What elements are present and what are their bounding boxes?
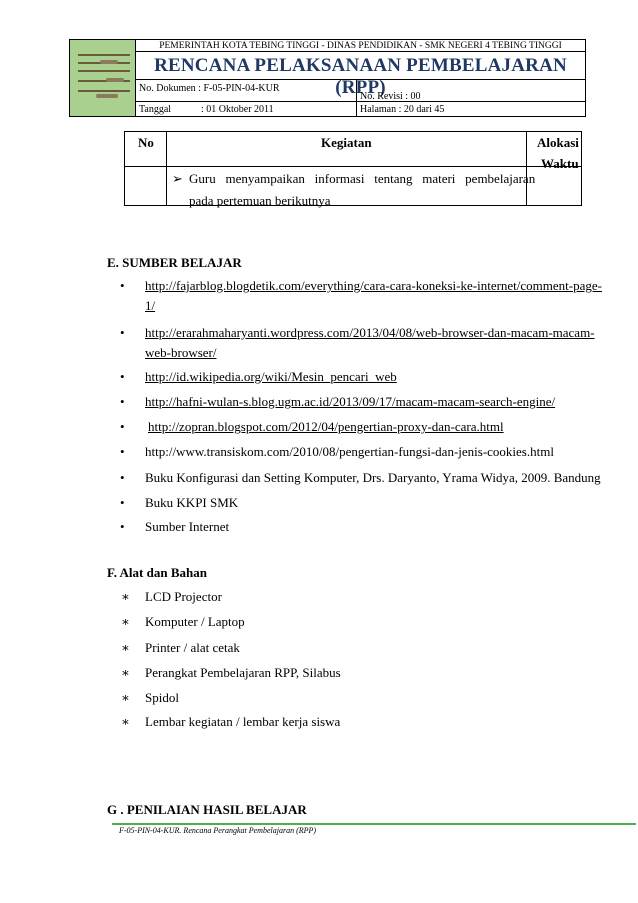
revision-number: No. Revisi : 00 xyxy=(360,91,421,102)
source-item: Buku KKPI SMK xyxy=(145,495,239,510)
equipment-item: Komputer / Laptop xyxy=(145,614,245,629)
page-counter: Halaman : 20 dari 45 xyxy=(360,104,445,115)
asterisk-bullet-icon: ∗ xyxy=(121,665,130,680)
source-link[interactable]: http://fajarblog.blogdetik.com/everything/cara-cara-koneksi-ke-internet/comment-page- xyxy=(145,278,602,293)
asterisk-bullet-icon: ∗ xyxy=(121,589,130,604)
government-line: PEMERINTAH KOTA TEBING TINGGI - DINAS PENDIDIKAN - SMK NEGERI 4 TEBING TINGGI xyxy=(159,41,562,51)
source-item: http://www.transiskom.com/2010/08/pengertian-fungsi-dan-jenis-cookies.html xyxy=(145,444,554,459)
footer-rule xyxy=(112,823,636,825)
document-number: No. Dokumen : F-05-PIN-04-KUR xyxy=(139,83,280,94)
bullet-icon: • xyxy=(120,470,125,485)
school-logo xyxy=(70,40,135,116)
header-rule xyxy=(136,51,585,52)
table-header-kegiatan: Kegiatan xyxy=(321,135,372,150)
bullet-icon: • xyxy=(120,369,125,384)
section-heading-penilaian: G . PENILAIAN HASIL BELAJAR xyxy=(107,802,307,817)
section-heading-alat: F. Alat dan Bahan xyxy=(107,565,207,580)
bullet-icon: • xyxy=(120,519,125,534)
section-heading-sumber: E. SUMBER BELAJAR xyxy=(107,255,242,270)
date-label: Tanggal xyxy=(139,104,172,115)
source-link-cont[interactable]: web-browser/ xyxy=(145,345,217,360)
bullet-icon: • xyxy=(120,325,125,340)
table-column-divider xyxy=(166,132,167,205)
table-header-waktu: Waktu xyxy=(541,156,579,171)
asterisk-bullet-icon: ∗ xyxy=(121,640,130,655)
table-header-no: No xyxy=(138,135,154,150)
document-title: RENCANA PELAKSANAAN PEMBELAJARAN (RPP) xyxy=(154,55,567,98)
bullet-icon: • xyxy=(120,419,125,434)
source-link[interactable]: http://zopran.blogspot.com/2012/04/pengertian-proxy-dan-cara.html xyxy=(148,419,504,434)
bullet-icon: • xyxy=(120,495,125,510)
equipment-item: Lembar kegiatan / lembar kerja siswa xyxy=(145,714,341,729)
asterisk-bullet-icon: ∗ xyxy=(121,714,130,729)
equipment-item: Spidol xyxy=(145,690,179,705)
asterisk-bullet-icon: ∗ xyxy=(121,690,130,705)
asterisk-bullet-icon: ∗ xyxy=(121,614,130,629)
date-value: : 01 Oktober 2011 xyxy=(201,104,274,115)
table-row-activity: Guru menyampaikan informasi tentang materi pembelajaran xyxy=(189,171,536,186)
source-item: Buku Konfigurasi dan Setting Komputer, Drs. Daryanto, Yrama Widya, 2009. Bandung xyxy=(145,470,601,485)
equipment-item: Printer / alat cetak xyxy=(145,640,240,655)
table-column-divider xyxy=(526,132,527,205)
source-item: Sumber Internet xyxy=(145,519,230,534)
source-link[interactable]: http://erarahmaharyanti.wordpress.com/2013/04/08/web-browser-dan-macam-macam- xyxy=(145,325,595,340)
source-link[interactable]: http://hafni-wulan-s.blog.ugm.ac.id/2013/09/17/macam-macam-search-engine/ xyxy=(145,394,556,409)
table-row-divider xyxy=(125,166,581,167)
source-link-cont[interactable]: 1/ xyxy=(145,298,156,313)
table-header-alokasi: Alokasi xyxy=(537,135,579,150)
bullet-icon: • xyxy=(120,278,125,293)
table-row-activity-cont: pada pertemuan berikutnya xyxy=(189,193,331,208)
equipment-item: LCD Projector xyxy=(145,589,222,604)
bullet-icon: • xyxy=(120,444,125,459)
footer-text: F-05-PIN-04-KUR. Rencana Perangkat Pembelajaran (RPP) xyxy=(119,826,317,835)
arrow-bullet-icon: ➢ xyxy=(172,171,183,186)
source-link[interactable]: http://id.wikipedia.org/wiki/Mesin_pencari_web xyxy=(145,369,397,384)
equipment-item: Perangkat Pembelajaran RPP, Silabus xyxy=(145,665,341,680)
bullet-icon: • xyxy=(120,394,125,409)
